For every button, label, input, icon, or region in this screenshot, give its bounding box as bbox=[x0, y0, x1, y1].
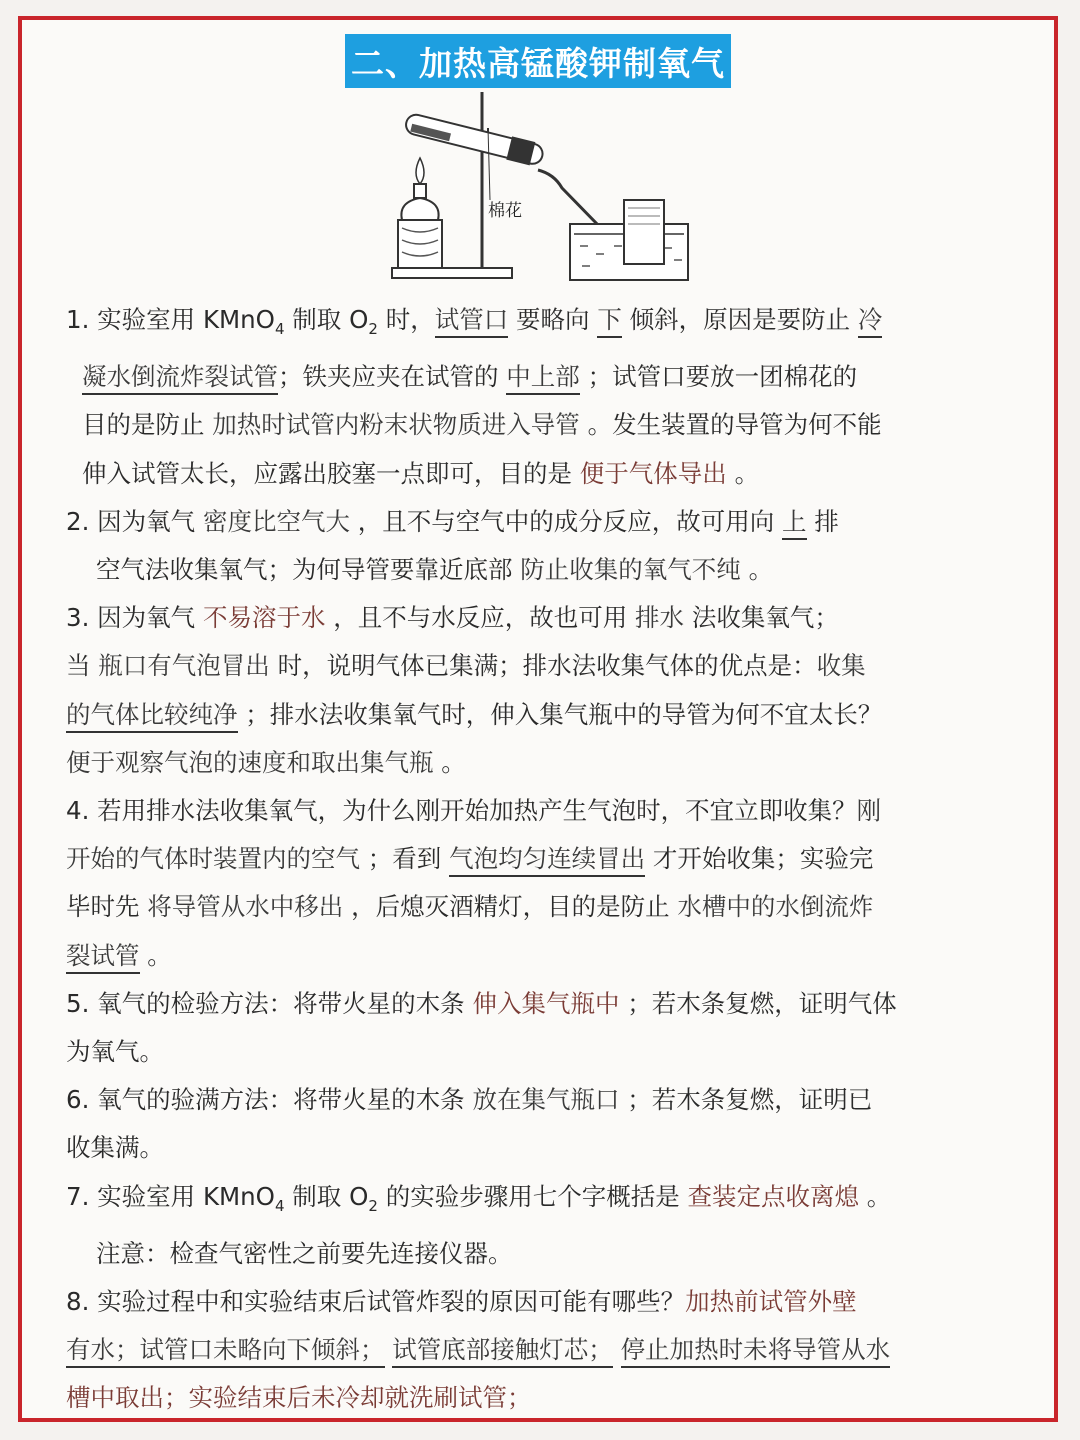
answer: 放在集气瓶口 bbox=[472, 1085, 620, 1115]
item-3-line-2 bbox=[66, 642, 1016, 690]
answer: 裂试管 bbox=[66, 941, 140, 974]
text: 2. 因为氧气 bbox=[66, 506, 203, 536]
text: 的实验步骤用七个字概括是 bbox=[377, 1181, 688, 1211]
answer: 试管底部接触灯芯； bbox=[392, 1335, 613, 1368]
text: ，后熄灭酒精灯，目的是防止 bbox=[343, 892, 678, 922]
text: 。 bbox=[139, 940, 172, 970]
text: 7. 实验室用 KMnO bbox=[66, 1181, 275, 1211]
answer: 便于观察气泡的速度和取出集气瓶 bbox=[66, 747, 434, 777]
answer: 收集 bbox=[816, 651, 866, 681]
page-title: 二、加热高锰酸钾制氧气 bbox=[345, 34, 731, 88]
subscript: 4 bbox=[274, 319, 285, 338]
item-3 bbox=[66, 594, 1016, 642]
answer: 中上部 bbox=[506, 362, 580, 395]
answer: 下 bbox=[597, 305, 622, 338]
item-1-line-3 bbox=[66, 401, 1016, 449]
text: 。 bbox=[859, 1181, 892, 1211]
answer: 加热前试管外壁 bbox=[685, 1286, 857, 1316]
text: 3. 因为氧气 bbox=[66, 603, 203, 633]
text: ；若木条复燃，证明已 bbox=[619, 1085, 873, 1115]
answer: 瓶口有气泡冒出 bbox=[98, 651, 270, 681]
text: 6. 氧气的验满方法：将带火星的木条 bbox=[66, 1085, 473, 1115]
answer: 伸入集气瓶中 bbox=[472, 988, 620, 1018]
text: 时， bbox=[377, 305, 435, 334]
answer: 停止加热时未将导管从水 bbox=[621, 1335, 891, 1368]
item-3-line-3 bbox=[66, 691, 1016, 739]
answer: 将导管从水中移出 bbox=[147, 892, 344, 922]
item-2 bbox=[66, 498, 1016, 546]
text: ；看到 bbox=[360, 844, 450, 874]
text: 空气法收集氧气；为何导管要靠近底部 bbox=[96, 554, 521, 584]
text: 收集满。 bbox=[66, 1133, 164, 1163]
answer: 便于气体导出 bbox=[579, 458, 727, 488]
item-1-line-4 bbox=[66, 450, 1016, 498]
item-1 bbox=[66, 296, 1016, 353]
item-8-line-3 bbox=[66, 1374, 1016, 1422]
text: 要略向 bbox=[508, 305, 598, 334]
answer: 防止收集的氧气不纯 bbox=[520, 554, 741, 584]
item-5 bbox=[66, 980, 1016, 1028]
text: 。 bbox=[433, 747, 466, 777]
item-8-line-2 bbox=[66, 1326, 1016, 1374]
item-6 bbox=[66, 1076, 1016, 1124]
text: 伸入试管太长，应露出胶塞一点即可，目的是 bbox=[82, 458, 580, 488]
item-4-line-2 bbox=[66, 835, 1016, 883]
text: ；铁夹应夹在试管的 bbox=[278, 362, 507, 392]
apparatus-diagram bbox=[378, 88, 692, 288]
answer: 试管口 bbox=[435, 305, 509, 338]
text: 当 bbox=[66, 651, 99, 681]
text: ；排水法收集氧气时，伸入集气瓶中的导管为何不宜太长？ bbox=[237, 699, 883, 729]
text: 制取 O bbox=[284, 305, 369, 334]
answer: 排水 bbox=[635, 603, 685, 633]
text: ，且不与空气中的成分反应，故可用向 bbox=[349, 506, 783, 536]
item-8 bbox=[66, 1278, 1016, 1326]
answer: 刚 bbox=[856, 795, 882, 825]
answer: 水槽中的水倒流炸 bbox=[677, 892, 874, 922]
answer: 的气体比较纯净 bbox=[66, 700, 238, 733]
subscript: 2 bbox=[368, 1196, 378, 1215]
text: 制取 O bbox=[284, 1181, 369, 1211]
answer: 不易溶于水 bbox=[202, 603, 326, 633]
text: ；若木条复燃，证明气体 bbox=[619, 988, 897, 1018]
answer: 槽中取出；实验结束后未冷却就洗刷试管； bbox=[66, 1383, 532, 1413]
text: 8. 实验过程中和实验结束后试管炸裂的原因可能有哪些？ bbox=[66, 1286, 686, 1316]
answer: 上 bbox=[782, 507, 807, 540]
text: 倾斜，原因是要防止 bbox=[621, 305, 858, 334]
answer: 密度比空气大 bbox=[202, 506, 350, 536]
text: 法收集氧气； bbox=[684, 603, 839, 633]
item-5-line-2 bbox=[66, 1028, 1016, 1076]
text: 注意：检查气密性之前要先连接仪器。 bbox=[96, 1238, 513, 1268]
answer: 有水；试管口未略向下倾斜； bbox=[66, 1335, 385, 1368]
text: 。 bbox=[740, 554, 774, 584]
text: ，且不与水反应，故也可用 bbox=[325, 603, 636, 633]
item-4 bbox=[66, 787, 1016, 835]
answer: 凝水倒流炸裂试管 bbox=[82, 362, 278, 395]
subscript: 2 bbox=[368, 319, 378, 338]
item-7-note bbox=[66, 1230, 1016, 1278]
item-4-line-3 bbox=[66, 883, 1016, 931]
text: 。 bbox=[726, 458, 760, 488]
answer: 查装定点收离熄 bbox=[687, 1181, 860, 1211]
text: 。发生装置的导管为何不能 bbox=[579, 410, 882, 440]
text: 才开始收集；实验完 bbox=[645, 844, 874, 874]
item-6-line-2 bbox=[66, 1124, 1016, 1172]
text: 1. 实验室用 KMnO bbox=[66, 305, 275, 334]
item-3-line-4 bbox=[66, 739, 1016, 787]
text: 时，说明气体已集满；排水法收集气体的优点是： bbox=[269, 651, 817, 681]
answer: 气泡均匀连续冒出 bbox=[449, 844, 645, 877]
text: 排 bbox=[806, 506, 839, 536]
answer: 开始的气体时装置内的空气 bbox=[66, 844, 360, 874]
exercise-content bbox=[66, 296, 1016, 1422]
text: 5. 氧气的检验方法：将带火星的木条 bbox=[66, 988, 473, 1018]
answer: 冷 bbox=[858, 305, 883, 338]
item-1-line-2 bbox=[66, 353, 1016, 401]
cotton-label: 棉花 bbox=[488, 201, 522, 221]
text: 4. 若用排水法收集氧气，为什么刚开始加热产生气泡时，不宜立即收集？ bbox=[66, 795, 857, 825]
text: 毕时先 bbox=[66, 892, 148, 922]
item-4-line-4 bbox=[66, 932, 1016, 980]
text: ；试管口要放一团棉花的 bbox=[579, 362, 858, 392]
text: 为氧气。 bbox=[66, 1036, 164, 1066]
item-7 bbox=[66, 1173, 1016, 1230]
item-2-line-2 bbox=[66, 546, 1016, 594]
answer: 加热时试管内粉末状物质进入导管 bbox=[212, 410, 580, 440]
text: 目的是防止 bbox=[82, 410, 213, 440]
subscript: 4 bbox=[274, 1196, 285, 1215]
